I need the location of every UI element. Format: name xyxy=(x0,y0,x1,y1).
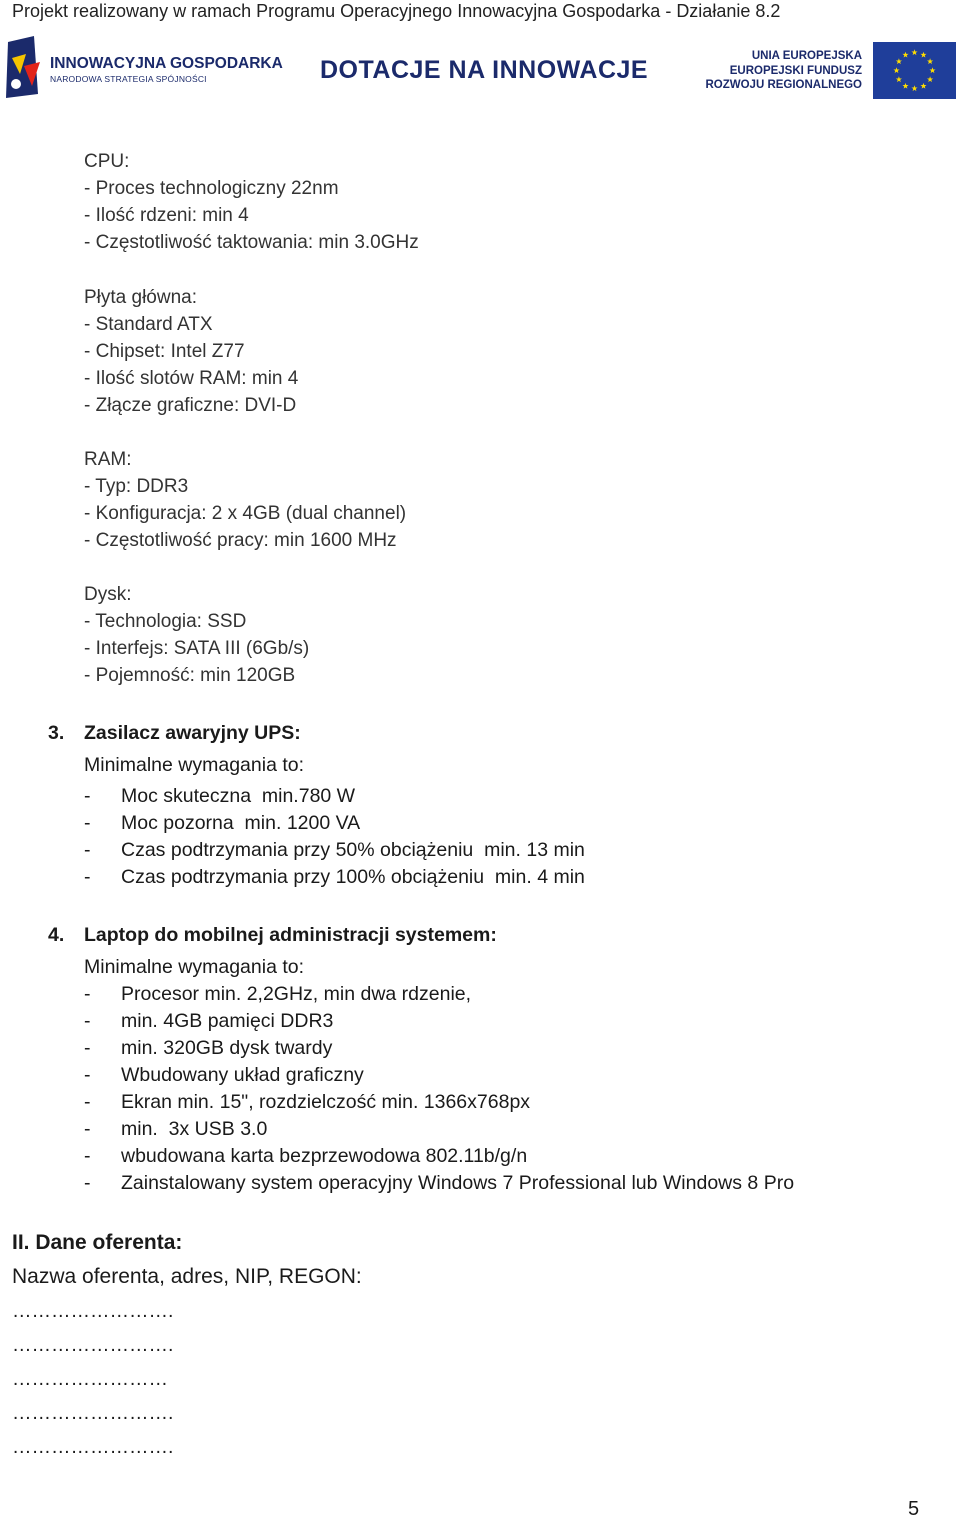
left-logo-title: INNOWACYJNA GOSPODARKA xyxy=(50,55,283,72)
list-item: Zainstalowany system operacyjny Windows 7 Professional lub Windows 8 Pro xyxy=(121,1172,795,1194)
blank-line[interactable]: ……………………. xyxy=(12,1300,174,1322)
list-item: Moc skuteczna min.780 W xyxy=(121,785,356,807)
bullet-dash: - xyxy=(84,812,91,834)
bullet-dash: - xyxy=(84,839,91,861)
list-item: - Ilość slotów RAM: min 4 xyxy=(84,368,299,389)
bidder-prompt: Nazwa oferenta, adres, NIP, REGON: xyxy=(12,1265,362,1288)
list-item: - Konfiguracja: 2 x 4GB (dual channel) xyxy=(84,503,407,524)
bullet-dash: - xyxy=(84,866,91,888)
ups-title: Zasilacz awaryjny UPS: xyxy=(84,722,301,744)
bullet-dash: - xyxy=(84,1037,91,1059)
bullet-dash: - xyxy=(84,1145,91,1167)
project-line: Projekt realizowany w ramach Programu Operacyjnego Innowacyjna Gospodarka - Działanie 8.2 xyxy=(12,1,781,21)
list-item: - Złącze graficzne: DVI-D xyxy=(84,395,297,416)
list-item: - Technologia: SSD xyxy=(84,611,247,632)
laptop-title: Laptop do mobilnej administracji systemem: xyxy=(84,924,497,946)
eu-line-2: EUROPEJSKI FUNDUSZ xyxy=(729,64,862,77)
ram-heading: RAM: xyxy=(84,449,132,470)
disk-heading: Dysk: xyxy=(84,584,132,605)
list-item: wbudowana karta bezprzewodowa 802.11b/g/n xyxy=(121,1145,528,1167)
list-item: - Proces technologiczny 22nm xyxy=(84,178,339,199)
eu-line-1: UNIA EUROPEJSKA xyxy=(751,50,862,62)
laptop-intro: Minimalne wymagania to: xyxy=(84,956,305,978)
list-item: min. 3x USB 3.0 xyxy=(121,1118,268,1140)
motherboard-heading: Płyta główna: xyxy=(84,287,198,308)
ups-intro: Minimalne wymagania to: xyxy=(84,754,305,776)
list-item: - Interfejs: SATA III (6Gb/s) xyxy=(84,638,310,659)
eu-line-3: ROZWOJU REGIONALNEGO xyxy=(705,79,862,91)
eu-logo-text xyxy=(705,49,862,93)
list-item: - Chipset: Intel Z77 xyxy=(84,341,245,362)
header-center-title: DOTACJE NA INNOWACJE xyxy=(320,56,649,84)
list-item: min. 4GB pamięci DDR3 xyxy=(121,1010,334,1032)
list-item: - Ilość rdzeni: min 4 xyxy=(84,205,249,226)
list-item: - Typ: DDR3 xyxy=(84,476,189,497)
blank-line[interactable]: ……………………. xyxy=(12,1436,174,1458)
bullet-dash: - xyxy=(84,983,91,1005)
logo-emblem-icon xyxy=(4,36,48,98)
section-number: 3. xyxy=(48,722,65,744)
left-logo-subtitle: NARODOWA STRATEGIA SPÓJNOŚCI xyxy=(50,74,207,84)
cpu-heading: CPU: xyxy=(84,151,130,172)
bullet-dash: - xyxy=(84,1064,91,1086)
list-item: Czas podtrzymania przy 100% obciążeniu min. 4 min xyxy=(121,866,585,888)
bullet-dash: - xyxy=(84,1091,91,1113)
blank-line[interactable]: ……………………. xyxy=(12,1402,174,1424)
blank-line[interactable]: ……………………. xyxy=(12,1334,174,1356)
section-number: 4. xyxy=(48,924,65,946)
list-item: Ekran min. 15", rozdzielczość min. 1366x768px xyxy=(121,1091,531,1113)
bullet-dash: - xyxy=(84,1010,91,1032)
list-item: Procesor min. 2,2GHz, min dwa rdzenie, xyxy=(121,983,472,1005)
list-item: - Pojemność: min 120GB xyxy=(84,665,296,686)
list-item: - Standard ATX xyxy=(84,314,213,335)
bullet-dash: - xyxy=(84,1118,91,1140)
list-item: Czas podtrzymania przy 50% obciążeniu min. 13 min xyxy=(121,839,585,861)
eu-flag-icon xyxy=(873,42,956,99)
page-number: 5 xyxy=(908,1498,920,1520)
list-item: - Częstotliwość pracy: min 1600 MHz xyxy=(84,530,397,551)
list-item: Moc pozorna min. 1200 VA xyxy=(121,812,361,834)
list-item: - Częstotliwość taktowania: min 3.0GHz xyxy=(84,232,419,253)
bullet-dash: - xyxy=(84,1172,91,1194)
bullet-dash: - xyxy=(84,785,91,807)
list-item: Wbudowany układ graficzny xyxy=(121,1064,364,1086)
list-item: min. 320GB dysk twardy xyxy=(121,1037,333,1059)
blank-line[interactable]: …………………… xyxy=(12,1368,168,1390)
bidder-heading: II. Dane oferenta: xyxy=(12,1231,183,1254)
